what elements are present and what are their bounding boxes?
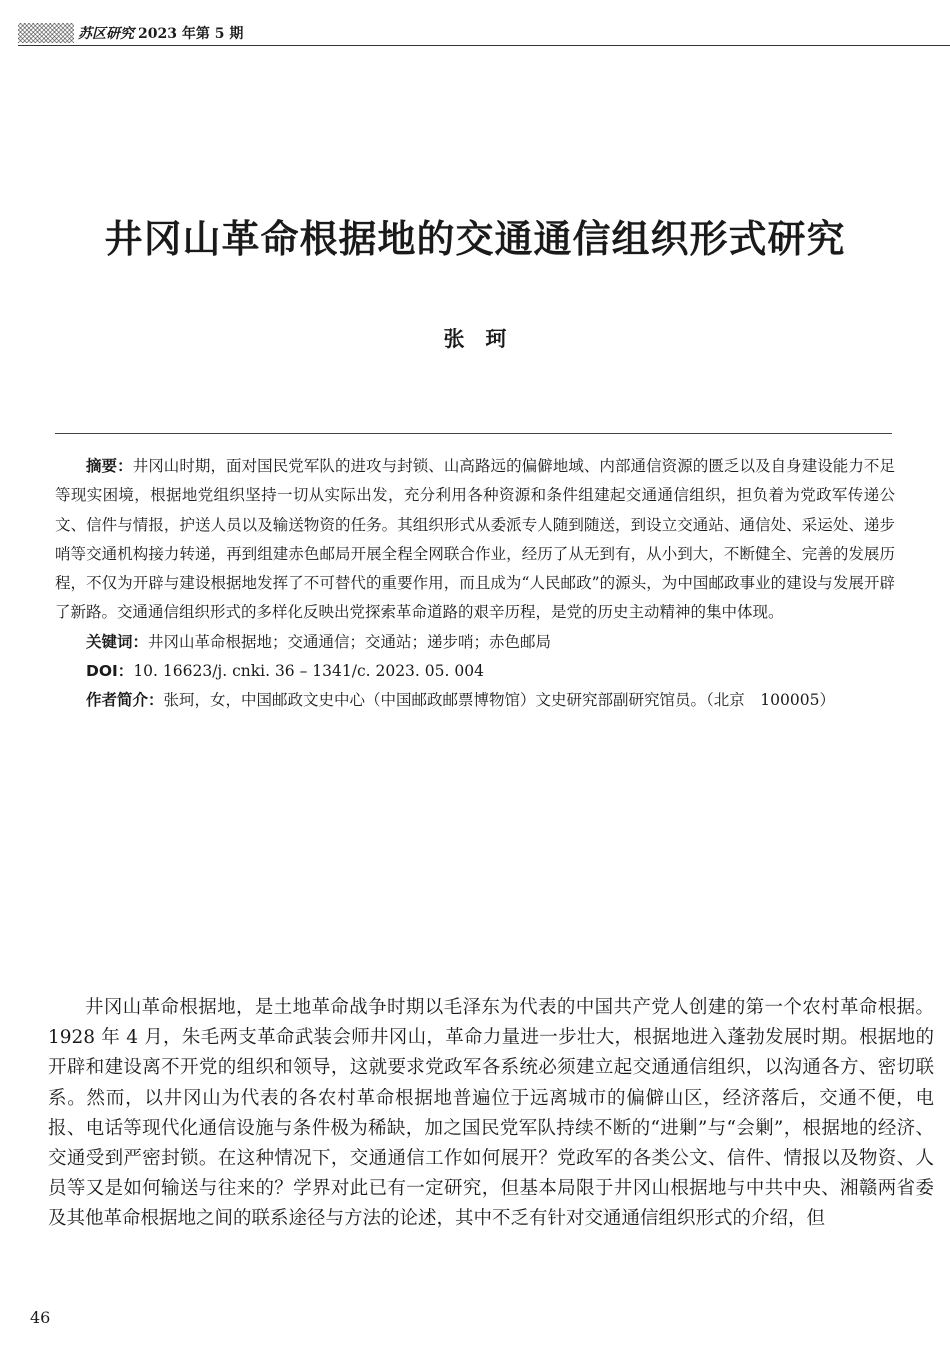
page-number: 46 — [30, 1308, 51, 1327]
doi-label: DOI： — [86, 662, 134, 681]
author-bio-label: 作者简介： — [86, 691, 164, 710]
keywords-label: 关键词： — [86, 632, 149, 651]
abstract-paragraph — [55, 452, 895, 628]
header-hatch-decoration — [18, 23, 74, 43]
article-author: 张 珂 — [443, 327, 507, 351]
doi-line — [55, 657, 895, 686]
body-text — [48, 993, 934, 1235]
author-bio-line — [55, 686, 895, 715]
issue-number: 2023 年第 5 期 — [138, 26, 244, 42]
abstract-label: 摘要： — [86, 457, 133, 475]
abstract-text: 井冈山时期，面对国民党军队的进攻与封锁、山高路远的偏僻地域、内部通信资源的匮乏以及自身建设能力不足等现实困境，根据地党组织坚持一切从实际出发，充分利用各种资源和条件组建起交通通信组织，担负着为党政军传递公文、信件与情报，护送人员以及输送物资的任务。其组织形式从委派专人随到随送，到设立交通站、通信处、采运处、递步哨等交通机构接力转递，再到组建赤色邮局开展全程全网联合作业，经历了从无到有，从小到大，不断健全、完善的发展历程，不仅为开辟与建设根据地发挥了不可替代的重要作用，而且成为“人民邮政”的源头，为中国邮政事业的建设与发展开辟了新路。交通通信组织形式的多样化反映出党探索革命道路的艰辛历程，是党的历史主动精神的集中体现。 — [55, 457, 895, 622]
running-header — [18, 22, 243, 44]
doi-text: 10. 16623/j. cnki. 36 – 1341/c. 2023. 05. 004 — [133, 662, 484, 681]
header-rule — [18, 45, 950, 46]
article-title: 井冈山革命根据地的交通通信组织形式研究 — [104, 217, 846, 261]
body-paragraph: 井冈山革命根据地，是土地革命战争时期以毛泽东为代表的中国共产党人创建的第一个农村革命根据。1928 年 4 月，朱毛两支革命武装会师井冈山，革命力量进一步壮大，根据地进入蓬勃发展时期。根据地的开辟和建设离不开党的组织和领导，这就要求党政军各系统必须建立起交通通信组织，以沟通各方、密切联系。然而，以井冈山为代表的各农村革命根据地普遍位于远离城市的偏僻山区，经济落后，交通不便，电报、电话等现代化通信设施与条件极为稀缺，加之国民党军队持续不断的“进剿”与“会剿”，根据地的经济、交通受到严密封锁。在这种情况下，交通通信工作如何展开？党政军的各类公文、信件、情报以及物资、人员等又是如何输送与往来的？学界对此已有一定研究，但基本局限于井冈山根据地与中共中央、湘赣两省委及其他革命根据地之间的联系途径与方法的论述，其中不乏有针对交通通信组织形式的介绍，但 — [48, 997, 934, 1230]
abstract-divider — [55, 433, 892, 434]
abstract-block — [55, 452, 895, 716]
journal-name: 苏区研究 — [78, 26, 134, 42]
keywords-text: 井冈山革命根据地；交通通信；交通站；递步哨；赤色邮局 — [148, 632, 552, 651]
keywords-line — [55, 628, 895, 657]
author-bio-text: 张珂，女，中国邮政文史中心（中国邮政邮票博物馆）文史研究部副研究馆员。（北京 100005） — [163, 691, 835, 710]
